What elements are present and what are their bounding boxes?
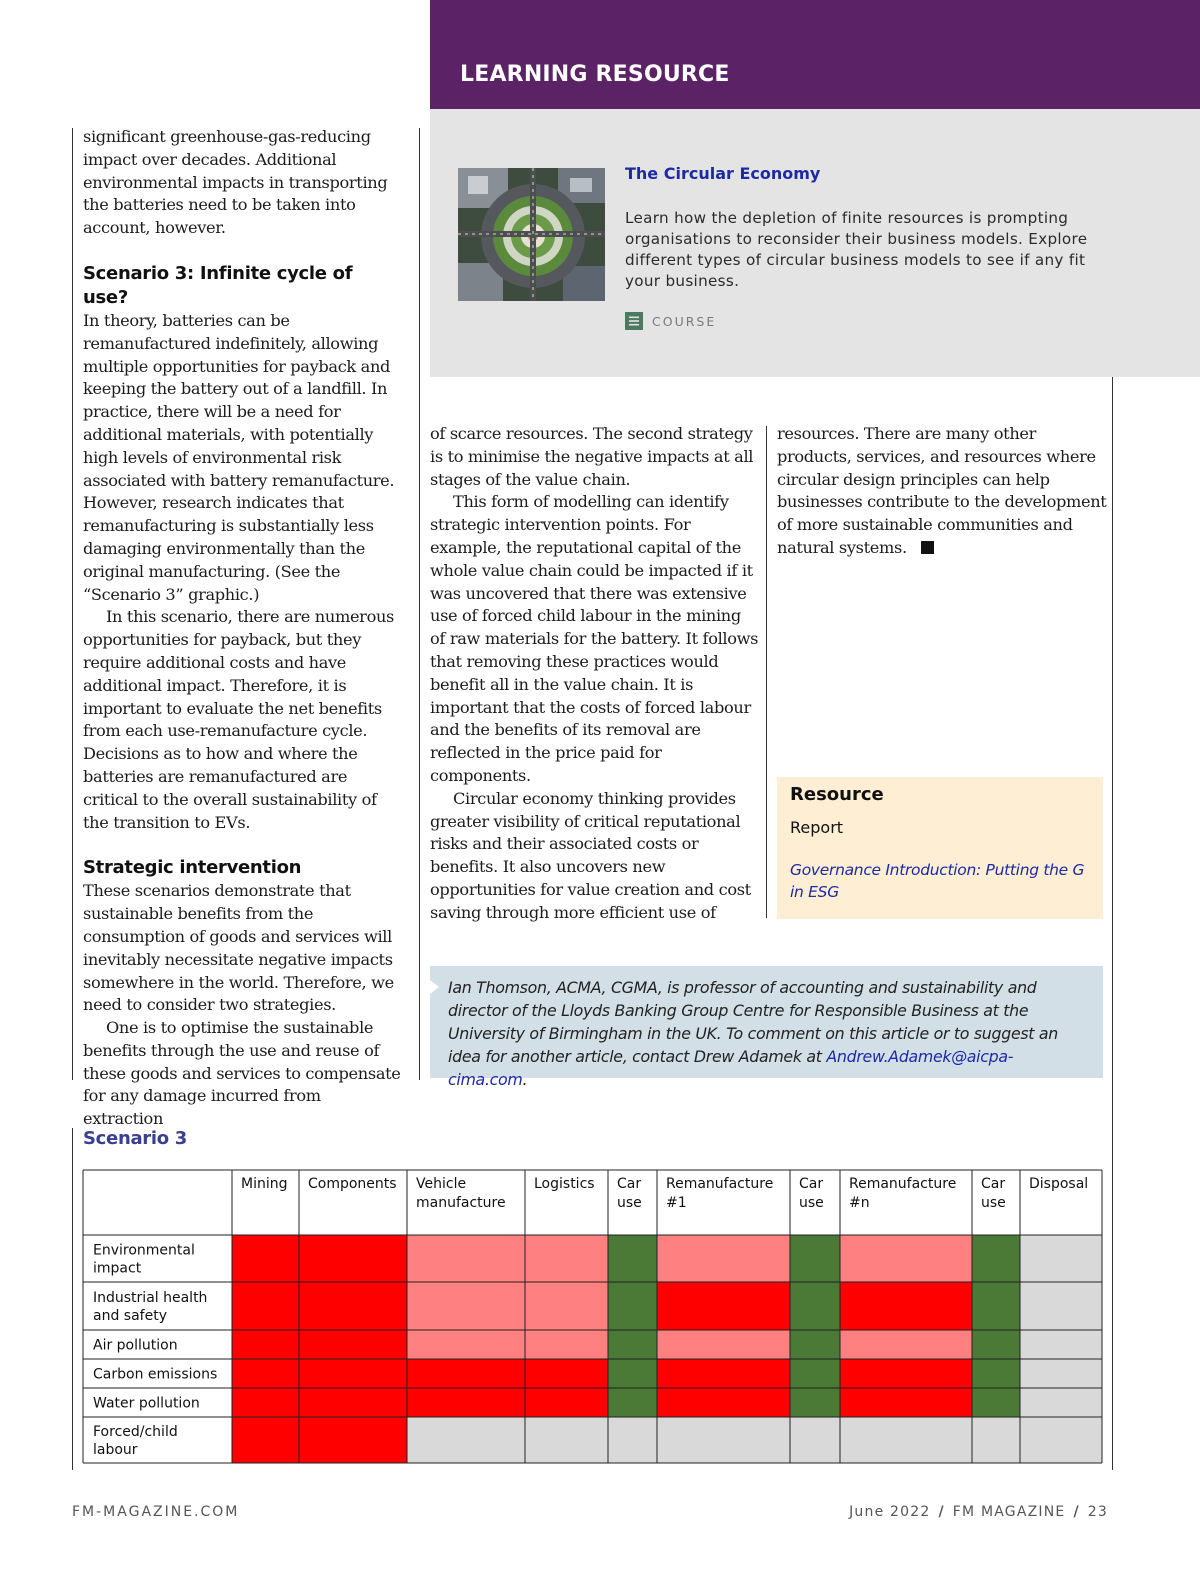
row-label: and safety	[93, 1308, 167, 1324]
heatmap-cell	[790, 1282, 840, 1330]
row-label: Environmental	[93, 1242, 195, 1259]
heatmap-cell	[608, 1282, 657, 1330]
column-header: Remanufacture	[666, 1176, 774, 1192]
heatmap-cell	[525, 1330, 608, 1359]
footer-separator: /	[938, 1504, 945, 1520]
column-header: Car	[799, 1176, 824, 1192]
heatmap-cell	[657, 1282, 790, 1330]
heatmap-cell	[232, 1359, 299, 1388]
footer-date: June 2022	[849, 1504, 931, 1520]
paragraph: significant greenhouse-gas-reducing impact over decades. Additional environmental impacts in transporting the batteries need to be taken into account, however.	[83, 127, 388, 238]
course-description: Learn how the depletion of finite resources is prompting organisations to reconsider their business models. Explore different types of circular business models to see if any fit your business.	[625, 209, 1088, 290]
heatmap-cell	[232, 1388, 299, 1417]
heatmap-cell	[790, 1388, 840, 1417]
heatmap-cell	[972, 1282, 1020, 1330]
course-tag-label: COURSE	[652, 313, 717, 329]
footer-magazine: FM MAGAZINE	[952, 1504, 1066, 1520]
heatmap-cell	[840, 1235, 972, 1282]
heatmap-cell	[299, 1235, 407, 1282]
section-heading: Scenario 3: Infinite cycle of use?	[83, 262, 353, 308]
heatmap-cell	[299, 1388, 407, 1417]
paragraph: One is to optimise the sustainable benefits through the use and reuse of these goods and services to compensate for any damage incurred from extraction	[83, 1018, 401, 1129]
footer-page: 23	[1087, 1504, 1108, 1520]
heatmap-cell	[972, 1330, 1020, 1359]
heatmap-cell	[299, 1417, 407, 1463]
heatmap-cell	[972, 1235, 1020, 1282]
heatmap-cell	[232, 1330, 299, 1359]
heatmap-cell	[232, 1282, 299, 1330]
heatmap-cell	[407, 1388, 525, 1417]
resource-type: Report	[790, 818, 844, 837]
heatmap-cell	[657, 1235, 790, 1282]
heatmap-cell	[972, 1417, 1020, 1463]
heatmap-cell	[1020, 1417, 1102, 1463]
heatmap-cell	[525, 1235, 608, 1282]
column-header: Components	[308, 1176, 397, 1192]
footer-issue	[849, 1504, 1108, 1520]
column-header: use	[981, 1195, 1006, 1211]
learning-resource-heading: LEARNING RESOURCE	[460, 62, 730, 87]
heatmap-cell	[657, 1388, 790, 1417]
heatmap-cell	[790, 1359, 840, 1388]
heatmap-cell	[407, 1282, 525, 1330]
paragraph: In this scenario, there are numerous opportunities for payback, but they require additional costs and have additional impact. Therefore, it is important to evaluate the net benefits from each use-remanufacture cycle. Decisions as to how and where the batteries are remanufactured are critical to the overall sustainability of the transition to EVs.	[83, 607, 394, 832]
column-header: Car	[981, 1176, 1006, 1192]
column-header: manufacture	[416, 1195, 506, 1211]
column-header: Car	[617, 1176, 642, 1192]
resource-heading: Resource	[790, 784, 884, 805]
row-label: Carbon emissions	[93, 1366, 218, 1383]
heatmap-cell	[840, 1282, 972, 1330]
paragraph: These scenarios demonstrate that sustainable benefits from the consumption of goods and services will inevitably necessitate negative impacts somewhere in the world. Therefore, we need to consider two strategies.	[83, 881, 394, 1015]
heatmap-cell	[657, 1330, 790, 1359]
column-header: Disposal	[1029, 1176, 1089, 1192]
resource-link[interactable]: Governance Introduction: Putting the G in ESG	[790, 861, 1085, 901]
column-header: Vehicle	[416, 1176, 467, 1192]
author-bio-end: .	[522, 1070, 528, 1089]
heatmap-cell	[840, 1330, 972, 1359]
heatmap-cell	[608, 1330, 657, 1359]
paragraph: This form of modelling can identify strategic intervention points. For example, the reputational capital of the whole value chain could be impacted if it was uncovered that there was extensive use of forced child labour in the mining of raw materials for the battery. It follows that removing these practices would benefit all in the value chain. It is important that the costs of forced labour and the benefits of its removal are reflected in the price paid for components.	[430, 492, 759, 785]
heatmap-cell	[840, 1388, 972, 1417]
column-header: use	[617, 1195, 642, 1211]
heatmap-cell	[608, 1417, 657, 1463]
row-label: Air pollution	[93, 1337, 178, 1354]
heatmap-cell	[657, 1359, 790, 1388]
heatmap-cell	[1020, 1359, 1102, 1388]
paragraph: In theory, batteries can be remanufactured indefinitely, allowing multiple opportunities for payback and keeping the battery out of a landfill. In practice, there will be a need for additional materials, with potentially high levels of environmental risk associated with battery remanufacture. However, research indicates that remanufacturing is substantially less damaging environmentally than the original manufacturing. (See the “Scenario 3” graphic.)	[83, 310, 395, 604]
heatmap-cell	[1020, 1388, 1102, 1417]
column-header: Remanufacture	[849, 1176, 957, 1192]
heatmap-cell	[1020, 1235, 1102, 1282]
heatmap-cell	[608, 1235, 657, 1282]
heatmap-cell	[608, 1359, 657, 1388]
heatmap-cell	[790, 1235, 840, 1282]
heatmap-cell	[232, 1417, 299, 1463]
heatmap-cell	[1020, 1330, 1102, 1359]
footer-site: FM-MAGAZINE.COM	[72, 1504, 240, 1520]
paragraph: Circular economy thinking provides greater visibility of critical reputational risks and their associated costs or benefits. It also uncovers new opportunities for value creation and cost saving through more efficient use of	[430, 788, 751, 922]
column-header: use	[799, 1195, 824, 1211]
heatmap-cell	[840, 1359, 972, 1388]
author-bio-text: Ian Thomson, ACMA, CGMA, is professor of accounting and sustainability and director of the Lloyds Banking Group Centre for Responsible Business at the University of Birmingham in the UK. To comment on this article or to suggest an idea for another article, contact Drew Adamek at	[448, 978, 1059, 1066]
row-label: impact	[93, 1260, 142, 1277]
heatmap-cell	[608, 1388, 657, 1417]
heatmap-cell	[657, 1417, 790, 1463]
column-header: Mining	[241, 1176, 288, 1192]
heatmap-cell	[525, 1359, 608, 1388]
row-label: labour	[93, 1442, 138, 1458]
column-header: #n	[849, 1195, 870, 1211]
heatmap-cell	[299, 1330, 407, 1359]
column-header: #1	[666, 1195, 687, 1211]
heatmap-cell	[972, 1388, 1020, 1417]
paragraph-text: resources. There are many other products, services, and resources where circular design principles can help businesses contribute to the development of more sustainable communities and natural systems.	[777, 424, 1107, 557]
heatmap-cell	[407, 1330, 525, 1359]
heatmap-cell	[790, 1330, 840, 1359]
column-header: Logistics	[534, 1176, 595, 1192]
chart-title: Scenario 3	[83, 1128, 188, 1149]
heatmap-cell	[407, 1417, 525, 1463]
author-email-link[interactable]: Andrew.Adamek@aicpa-cima.com	[448, 1047, 1014, 1089]
footer-separator: /	[1073, 1504, 1080, 1520]
heatmap-cell	[299, 1282, 407, 1330]
heatmap-cell	[840, 1417, 972, 1463]
paragraph: of scarce resources. The second strategy is to minimise the negative impacts at all stages of the value chain.	[430, 424, 754, 489]
section-heading: Strategic intervention	[83, 857, 302, 879]
course-title-link[interactable]: The Circular Economy	[625, 164, 821, 183]
heatmap-cell	[790, 1417, 840, 1463]
row-label: Water pollution	[93, 1395, 200, 1412]
heatmap-cell	[407, 1235, 525, 1282]
heatmap-cell	[525, 1388, 608, 1417]
heatmap-cell	[407, 1359, 525, 1388]
row-label: Forced/child	[93, 1424, 178, 1440]
heatmap-cell	[1020, 1282, 1102, 1330]
heatmap-cell	[299, 1359, 407, 1388]
heatmap-cell	[525, 1282, 608, 1330]
row-label: Industrial health	[93, 1290, 208, 1306]
heatmap-cell	[525, 1417, 608, 1463]
heatmap-cell	[972, 1359, 1020, 1388]
heatmap-cell	[232, 1235, 299, 1282]
